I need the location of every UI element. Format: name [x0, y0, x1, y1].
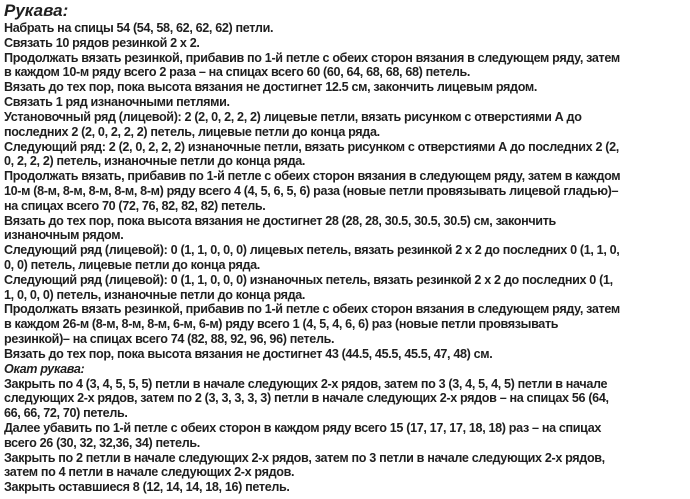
- instruction-line: Продолжать вязать резинкой, прибавив по 1-й петле с обеих сторон вязания в следующем ряду, затем: [4, 302, 620, 317]
- instruction-line: Закрыть по 2 петли в начале следующих 2-х рядов, затем по 3 петли в начале следующих 2-х рядов,: [4, 450, 605, 465]
- instruction-line: следующих 2-х рядов, затем по 2 (3, 3, 3, 3, 3) петли в начале следующих 2-х рядов – на спицах 56 (64,: [4, 391, 609, 406]
- instruction-line: в каждом 26-м (8-м, 8-м, 8-м, 6-м, 6-м) ряду всего 1 (4, 5, 4, 6, 6) раз (новые петли провязывать: [4, 317, 559, 332]
- instructions-body: [4, 21, 620, 495]
- section-title: Рукава:: [4, 1, 69, 20]
- instruction-line: изнаночным рядом.: [4, 228, 124, 243]
- instruction-line: всего 26 (30, 32, 32,36, 34) петель.: [4, 435, 200, 450]
- instruction-line: 66, 66, 72, 70) петель.: [4, 406, 128, 421]
- instruction-line: Далее убавить по 1-й петле с обеих сторон в каждом ряду всего 15 (17, 17, 17, 18, 18) раз – на спицах: [4, 420, 602, 435]
- instruction-line: 1, 0, 0, 0) петель, изнаночные петли до конца ряда.: [4, 287, 306, 302]
- instruction-line: Вязать до тех пор, пока высота вязания не достигнет 28 (28, 28, 30.5, 30.5, 30.5) см, закончить: [4, 213, 556, 228]
- instruction-line: Следующий ряд: 2 (2, 0, 2, 2, 2) изнаночные петли, вязать рисунком с отверстиями А до последних 2 (2,: [4, 139, 619, 154]
- instruction-line: 0, 2, 2, 2) петель, изнаночные петли до конца ряда.: [4, 154, 306, 169]
- instruction-line: резинкой)– на спицах всего 74 (82, 88, 92, 96, 96) петель.: [4, 332, 335, 347]
- instruction-line: 10-м (8-м, 8-м, 8-м, 8-м, 8-м) ряду всего 4 (4, 5, 6, 5, 6) раза (новые петли провязывать лицевой гладью)–: [4, 183, 619, 198]
- instruction-line: Вязать до тех пор, пока высота вязания не достигнет 43 (44.5, 45.5, 45.5, 47, 48) см.: [4, 346, 493, 361]
- instruction-line: в каждом 10-м ряду всего 2 раза – на спицах всего 60 (60, 64, 68, 68, 68) петель.: [4, 65, 471, 80]
- instruction-line: Связать 10 рядов резинкой 2 х 2.: [4, 35, 200, 50]
- instruction-line: Вязать до тех пор, пока высота вязания не достигнет 12.5 см, закончить лицевым рядом.: [4, 80, 537, 95]
- instruction-line: Закрыть по 4 (3, 4, 5, 5, 5) петли в начале следующих 2-х рядов, затем по 3 (3, 4, 5, 4, 5) петли в начале: [4, 376, 608, 391]
- instruction-line: затем по 4 петли в начале следующих 2-х рядов.: [4, 465, 295, 480]
- instruction-line: Закрыть оставшиеся 8 (12, 14, 14, 18, 16) петель.: [4, 480, 290, 495]
- instruction-line: Установочный ряд (лицевой): 2 (2, 0, 2, 2, 2) лицевые петли, вязать рисунком с отверстиями А до: [4, 109, 582, 124]
- instruction-line: 0, 0) петель, лицевые петли до конца ряда.: [4, 258, 260, 272]
- instruction-line: Продолжать вязать, прибавив по 1-й петле с обеих сторон вязания в следующем ряду, затем в каждом: [4, 169, 621, 184]
- subsection-title: Окат рукава:: [4, 361, 85, 376]
- instruction-line: Следующий ряд (лицевой): 0 (1, 1, 0, 0, 0) изнаночных петель, вязать резинкой 2 х 2 до последних 0 (1,: [4, 272, 613, 287]
- instruction-line: последних 2 (2, 0, 2, 2, 2) петель, лицевые петли до конца ряда.: [4, 124, 380, 139]
- instruction-line: Следующий ряд (лицевой): 0 (1, 1, 0, 0, 0) лицевых петель, вязать резинкой 2 х 2 до последних 0 (1, 1, 0,: [4, 243, 620, 258]
- instruction-line: Набрать на спицы 54 (54, 58, 62, 62, 62) петли.: [4, 21, 274, 35]
- instruction-line: Связать 1 ряд изнаночными петлями.: [4, 95, 230, 110]
- instruction-line: на спицах всего 70 (72, 76, 82, 82, 82) петель.: [4, 198, 266, 213]
- instruction-line: Продолжать вязать резинкой, прибавив по 1-й петле с обеих сторон вязания в следующем ряду, затем: [4, 50, 620, 65]
